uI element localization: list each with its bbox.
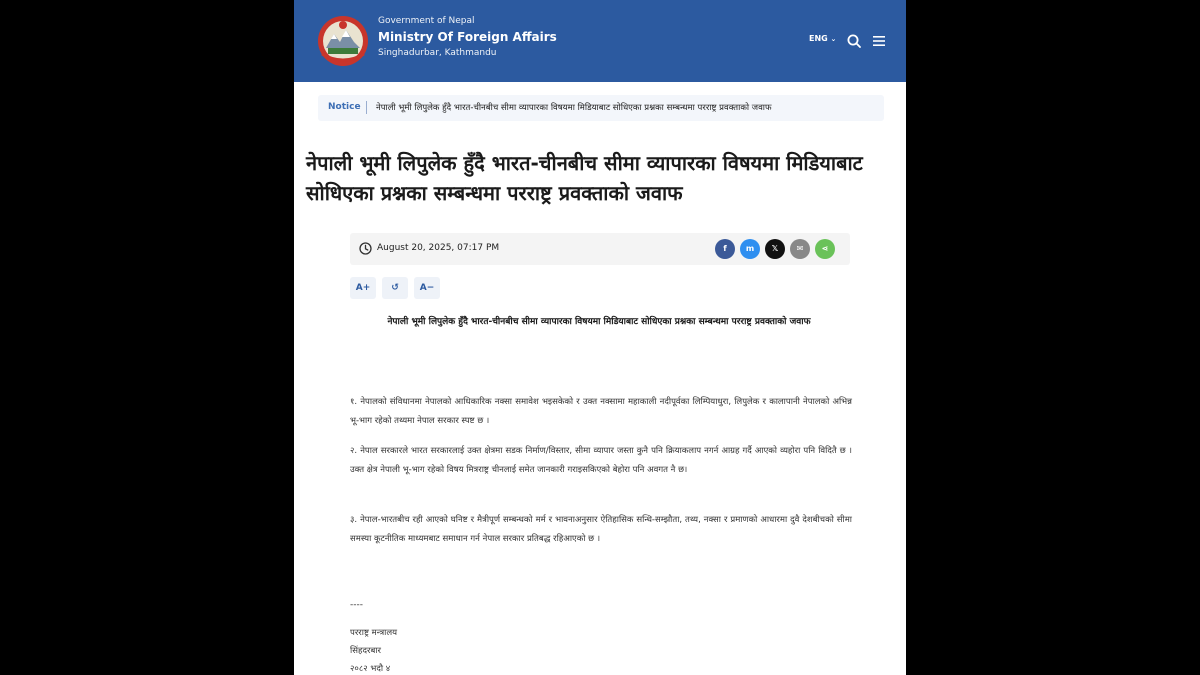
email-share-button[interactable] <box>790 239 810 259</box>
article-paragraph: ३. नेपाल-भारतबीच रही आएको घनिष्ट र मैत्रीपूर्ण सम्बन्धको मर्म र भावनाअनुसार ऐतिहासिक सन्धि-सम्झौता, तथ्य, नक्सा र प्रमाणको आधारमा दुवै देशबीचको सीमा समस्या कूटनीतिक माध्यमबाट समाधान गर्न नेपाल सरकार प्रतिबद्ध रहिआएको छ । <box>350 515 852 544</box>
reset-icon: ↺ <box>391 283 399 293</box>
chevron-down-icon: ⌄ <box>830 35 837 43</box>
language-label: ENG <box>809 34 828 43</box>
notice-divider <box>366 101 367 114</box>
site-header <box>294 0 906 82</box>
font-decrease-label: A− <box>419 283 435 293</box>
clock-icon <box>359 242 372 255</box>
x-icon: 𝕏 <box>771 244 779 253</box>
font-reset-button[interactable] <box>382 277 408 299</box>
font-decrease-button[interactable] <box>414 277 440 299</box>
ministry-name[interactable]: Ministry Of Foreign Affairs <box>378 30 557 44</box>
messenger-icon: m <box>745 244 755 253</box>
header-titles <box>378 14 557 60</box>
share-button[interactable] <box>815 239 835 259</box>
language-switcher[interactable] <box>809 34 836 43</box>
published-date: August 20, 2025, 07:17 PM <box>377 243 500 253</box>
article-paragraph: २. नेपाल सरकारले भारत सरकारलाई उक्त क्षेत्रमा सडक निर्माण/विस्तार, सीमा व्यापार जस्ता कुनै पनि क्रियाकलाप नगर्न आग्रह गर्दै आएको व्यहोरा पनि विदितै छ । उक्त क्षेत्र नेपाली भू-भाग रहेको विषय मित्रराष्ट्र चीनलाई समेत जानकारी गराइसकिएको बेहोरा पनि अवगत नै छ। <box>350 446 852 475</box>
x-share-button[interactable] <box>765 239 785 259</box>
ministry-address: Singhadurbar, Kathmandu <box>378 48 497 58</box>
font-increase-label: A+ <box>355 283 371 293</box>
facebook-icon: f <box>723 244 727 253</box>
notice-label: Notice <box>328 102 361 112</box>
messenger-share-button[interactable] <box>740 239 760 259</box>
signature-date: २०८२ भदौ ४ <box>350 664 391 674</box>
government-label: Government of Nepal <box>378 16 475 26</box>
email-icon: ✉ <box>796 244 804 253</box>
page <box>294 0 906 675</box>
font-increase-button[interactable] <box>350 277 376 299</box>
signature-place: सिंहदरबार <box>350 646 381 656</box>
nepal-emblem-icon[interactable] <box>316 14 370 68</box>
facebook-share-button[interactable] <box>715 239 735 259</box>
page-title: नेपाली भूमी लिपुलेक हुँदै भारत-चीनबीच सीमा व्यापारका विषयमा मिडियाबाट सोधिएका प्रश्नका सम्बन्धमा परराष्ट्र प्रवक्ताको जवाफ <box>306 151 863 205</box>
search-icon[interactable] <box>847 34 861 48</box>
signature-ministry: परराष्ट्र मन्त्रालय <box>350 628 398 638</box>
article-body-heading: नेपाली भूमी लिपुलेक हुँदै भारत-चीनबीच सीमा व्यापारका विषयमा मिडियाबाट सोधिएका प्रश्नका सम्बन्धमा परराष्ट्र प्रवक्ताको जवाफ <box>387 317 811 327</box>
article-paragraph: १. नेपालको संविधानमा नेपालको आधिकारिक नक्सा समावेश भइसकेको र उक्त नक्सामा महाकाली नदीपूर्वका लिम्पियाधुरा, लिपुलेक र कालापानी नेपालको अभिन्न भू-भाग रहेको तथ्यमा नेपाल सरकार स्पष्ट छ । <box>350 397 852 426</box>
article-meta-bar <box>350 233 850 265</box>
share-icon: ⋖ <box>821 244 829 253</box>
notice-text[interactable]: नेपाली भूमी लिपुलेक हुँदै भारत-चीनबीच सीमा व्यापारका विषयमा मिडियाबाट सोधिएका प्रश्नका सम्बन्धमा परराष्ट्र प्रवक्ताको जवाफ <box>376 103 772 113</box>
notice-ticker[interactable] <box>318 95 884 121</box>
signature-divider: ---- <box>350 600 363 610</box>
hamburger-menu-icon[interactable] <box>872 35 886 47</box>
